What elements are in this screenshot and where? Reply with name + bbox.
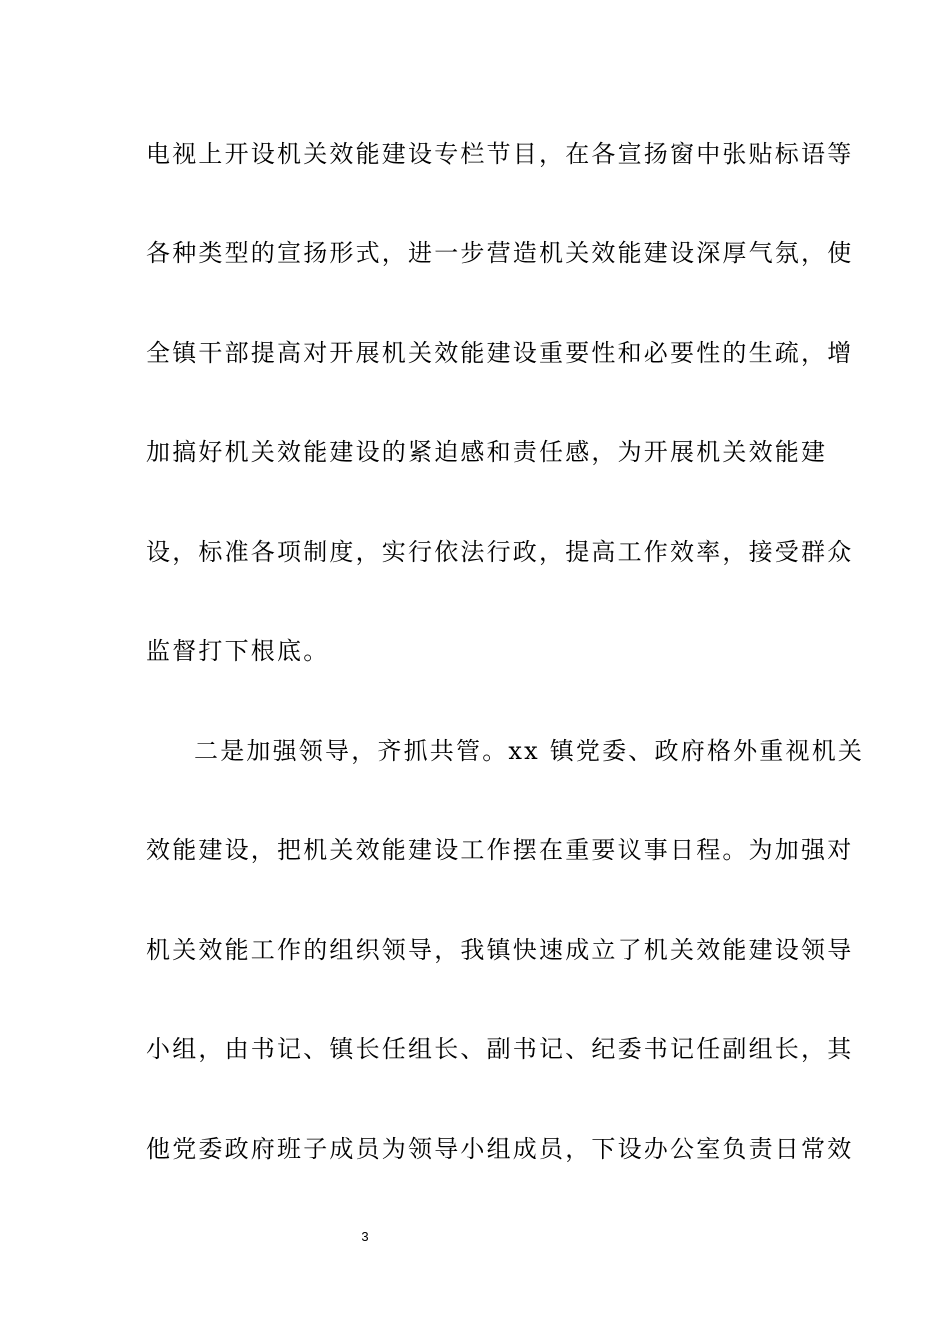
text-line-10: 小组，由书记、镇长任组长、副书记、纪委书记任副组长，其 xyxy=(146,1035,854,1063)
text-line-5: 设，标准各项制度，实行依法行政，提高工作效率，接受群众 xyxy=(146,538,854,566)
text-line-2: 各种类型的宣扬形式，进一步营造机关效能建设深厚气氛，使 xyxy=(146,239,854,267)
page-number: 3 xyxy=(361,1229,369,1244)
text-line-6: 监督打下根底。 xyxy=(146,637,330,665)
text-line-8: 效能建设，把机关效能建设工作摆在重要议事日程。为加强对 xyxy=(146,836,854,864)
text-line-9: 机关效能工作的组织领导，我镇快速成立了机关效能建设领导 xyxy=(146,936,854,964)
text-line-1: 电视上开设机关效能建设专栏节目，在各宣扬窗中张贴标语等 xyxy=(146,140,854,168)
text-line-7-paragraph-start: 二是加强领导，齐抓共管。xx 镇党委、政府格外重视机关 xyxy=(194,737,865,765)
text-line-4: 加搞好机关效能建设的紧迫感和责任感，为开展机关效能建 xyxy=(146,438,828,466)
text-line-3: 全镇干部提高对开展机关效能建设重要性和必要性的生疏，增 xyxy=(146,339,854,367)
text-line-11: 他党委政府班子成员为领导小组成员，下设办公室负责日常效 xyxy=(146,1135,854,1163)
